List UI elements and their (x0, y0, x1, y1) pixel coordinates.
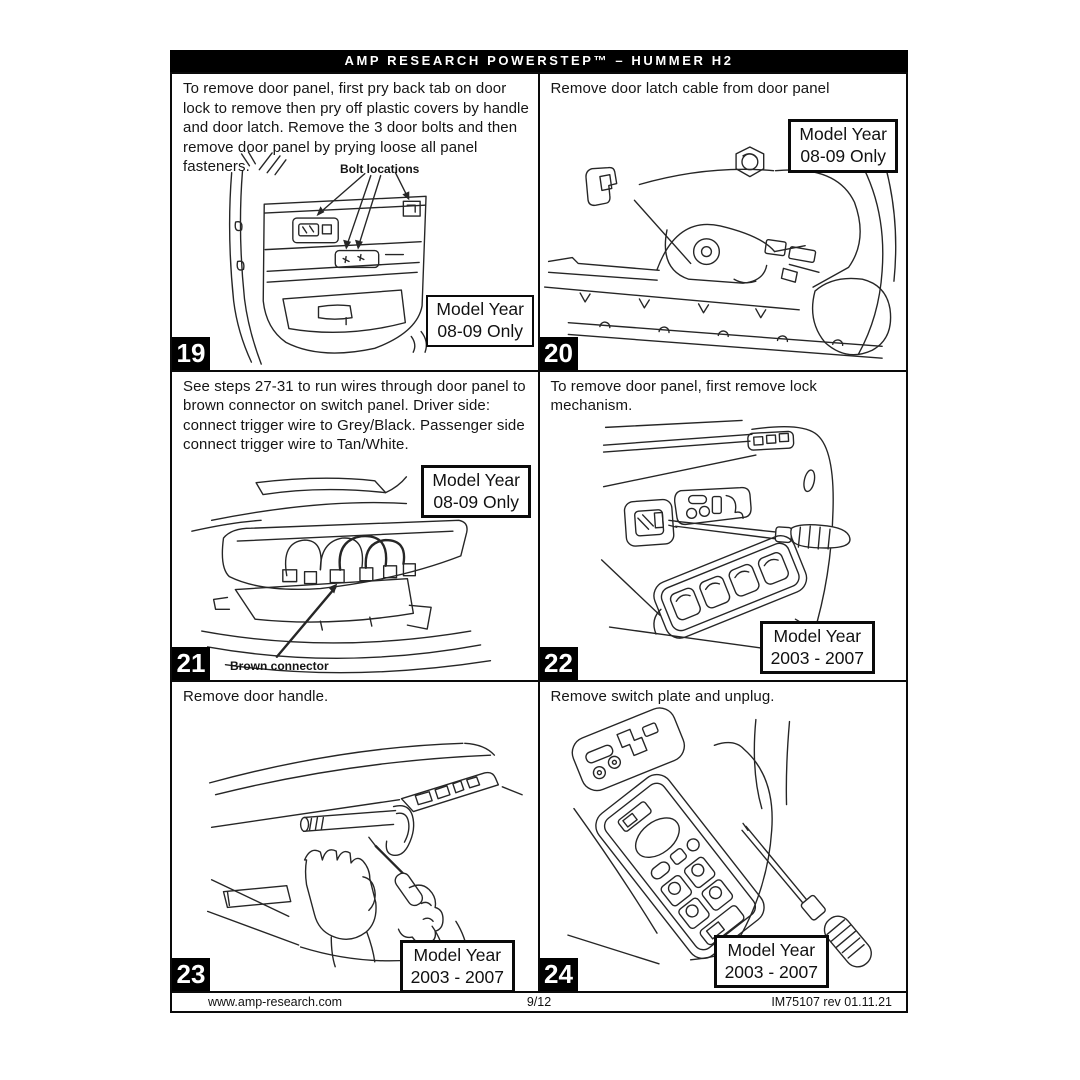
model-year-line2: 08-09 Only (800, 146, 887, 167)
step-number: 24 (540, 958, 578, 991)
model-year-line2: 2003 - 2007 (410, 966, 504, 987)
model-year-badge (760, 621, 875, 675)
model-year-badge (788, 119, 898, 173)
model-year-line2: 08-09 Only (433, 491, 520, 512)
footer-doc-code: IM75107 rev 01.11.21 (771, 995, 892, 1009)
model-year-line1: Model Year (773, 625, 862, 646)
page-header-bar (170, 50, 908, 72)
model-year-line1: Model Year (413, 944, 502, 965)
step-number: 20 (540, 337, 578, 370)
step-panel-19 (170, 72, 540, 372)
model-year-line2: 2003 - 2007 (724, 961, 818, 982)
step-instruction: See steps 27-31 to run wires through door panel to brown connector on switch panel. Driver side: connect trigger wire to Grey/Black. Passenger side connect trigger wire to Tan/White. (183, 377, 526, 453)
model-year-line1: Model Year (727, 939, 816, 960)
model-year-badge (421, 465, 531, 519)
step-panel-23 (170, 680, 540, 994)
model-year-badge (714, 935, 829, 989)
step-instruction: To remove door panel, first pry back tab on door lock to remove then pry off plastic covers by handle and door latch. Remove the 3 door bolts and then remove door panel by prying loose all panel fasteners. (183, 80, 529, 175)
step-panel-24 (538, 680, 909, 994)
model-year-badge (426, 295, 534, 347)
step-panel-21 (170, 370, 540, 683)
page-title: AMP RESEARCH POWERSTEP™ – HUMMER H2 (344, 53, 734, 68)
step-number: 23 (172, 958, 210, 991)
step-instruction: Remove door latch cable from door panel (550, 80, 830, 97)
step-number: 22 (540, 647, 578, 680)
model-year-line2: 2003 - 2007 (770, 647, 864, 668)
model-year-line1: Model Year (432, 469, 520, 490)
footer-website: www.amp-research.com (208, 995, 343, 1009)
model-year-badge (400, 940, 515, 994)
model-year-line1: Model Year (436, 299, 524, 319)
bolt-locations-label: Bolt locations (340, 162, 420, 176)
step-panel-22 (538, 370, 909, 683)
step-panel-20 (538, 72, 909, 372)
step-instruction: Remove door handle. (183, 687, 329, 705)
step-instruction: To remove door panel, first remove lock mechanism. (550, 377, 818, 414)
brown-connector-label: Brown connector (230, 658, 329, 673)
page-footer (170, 991, 908, 1013)
document-page (170, 50, 908, 1013)
step-number: 21 (172, 647, 210, 680)
step-number: 19 (172, 337, 210, 370)
model-year-line1: Model Year (799, 124, 887, 144)
footer-page-number: 9/12 (526, 995, 552, 1009)
step-instruction: Remove switch plate and unplug. (550, 687, 775, 705)
model-year-line2: 08-09 Only (437, 321, 524, 342)
